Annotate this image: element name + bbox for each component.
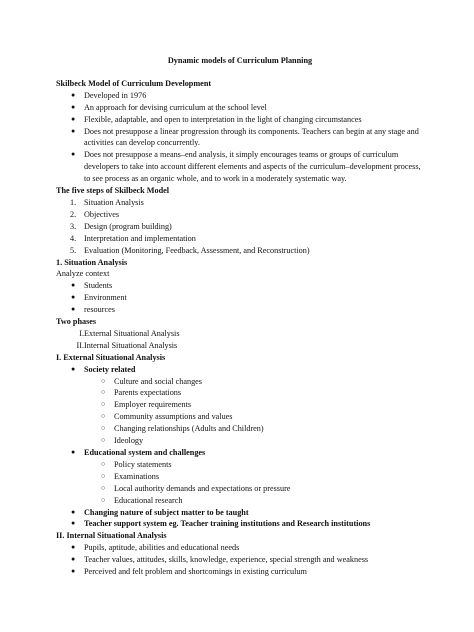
skilbeck-heading: Skilbeck Model of Curriculum Development — [56, 78, 212, 88]
list-item: ● An approach for devising curriculum at the school level — [71, 102, 267, 112]
situation-list — [56, 280, 424, 316]
list-item: ● resources — [71, 305, 115, 315]
list-item: ● Pupils, aptitude, abilities and educational needs — [71, 543, 240, 553]
list-item: ● Teacher values, attitudes, skills, knowledge, experience, special strength and weakness — [71, 555, 369, 565]
document-title: Dynamic models of Curriculum Planning — [167, 56, 313, 65]
list-item: ● Changing nature of subject matter to be taught — [71, 507, 249, 517]
list-item: I. External Situational Analysis — [79, 328, 180, 338]
list-item: II. Internal Situational Analysis — [76, 340, 178, 350]
list-item: ○ Local authority demands and expectations or pressure — [101, 483, 291, 493]
situation-heading: 1. Situation Analysis — [56, 257, 128, 267]
list-item: 1. Situation Analysis — [70, 197, 144, 207]
list-item: ● Flexible, adaptable, and open to interpretation in the light of changing circumstances — [71, 114, 362, 124]
list-item: ● Does not presuppose a linear progression through its components. Teachers can begin at any stage and activities can develop concurrently. — [71, 126, 419, 148]
list-item: ○ Educational research — [101, 495, 183, 505]
steps-heading: The five steps of Skilbeck Model — [56, 186, 170, 196]
list-item: ○ Employer requirements — [101, 400, 192, 410]
education-list — [56, 459, 424, 507]
list-item: 5. Evaluation (Monitoring, Feedback, Assessment, and Reconstruction) — [70, 245, 310, 255]
document-body — [56, 55, 424, 578]
situation-intro: Analyze context — [56, 269, 110, 279]
list-item: ○ Policy statements — [101, 459, 172, 469]
list-item: 2. Objectives — [70, 209, 120, 219]
phases-heading: Two phases — [56, 317, 97, 327]
external-heading: I. External Situational Analysis — [56, 352, 166, 362]
list-item: ○ Community assumptions and values — [101, 412, 233, 422]
external-list-3 — [56, 507, 424, 531]
list-item: ● Society related — [71, 364, 136, 374]
list-item: ○ Culture and social changes — [101, 376, 202, 386]
external-list — [56, 364, 424, 376]
phases-list — [56, 328, 424, 352]
society-list — [56, 376, 424, 447]
list-item: ○ Changing relationships (Adults and Children) — [101, 424, 264, 434]
list-item: ○ Ideology — [101, 436, 144, 446]
list-item: ● Perceived and felt problem and shortcomings in existing curriculum — [71, 567, 307, 577]
list-item: ● Environment — [71, 293, 127, 303]
internal-list — [56, 542, 424, 578]
internal-heading: II. Internal Situational Analysis — [56, 531, 167, 541]
list-item: ● Developed in 1976 — [71, 90, 147, 100]
list-item: ● Does not presuppose a means–end analysis, it simply encourages teams or groups of curriculum developers to take into account different elements and aspects of the curriculum–development process, to see process as an organic whole, and to work in a moderately systematic way. — [71, 150, 421, 184]
list-item: ○ Parents expectations — [101, 388, 182, 398]
list-item: 4. Interpretation and implementation — [70, 233, 196, 243]
list-item: 3. Design (program building) — [70, 221, 172, 231]
list-item: ● Teacher support system eg. Teacher training institutions and Research institutions — [71, 519, 371, 529]
list-item: ● Educational system and challenges — [71, 448, 206, 457]
steps-list — [56, 197, 424, 257]
list-item: ● Students — [71, 281, 113, 291]
skilbeck-bullets — [56, 90, 424, 185]
external-list-2 — [56, 447, 424, 459]
list-item: ○ Examinations — [101, 471, 160, 481]
